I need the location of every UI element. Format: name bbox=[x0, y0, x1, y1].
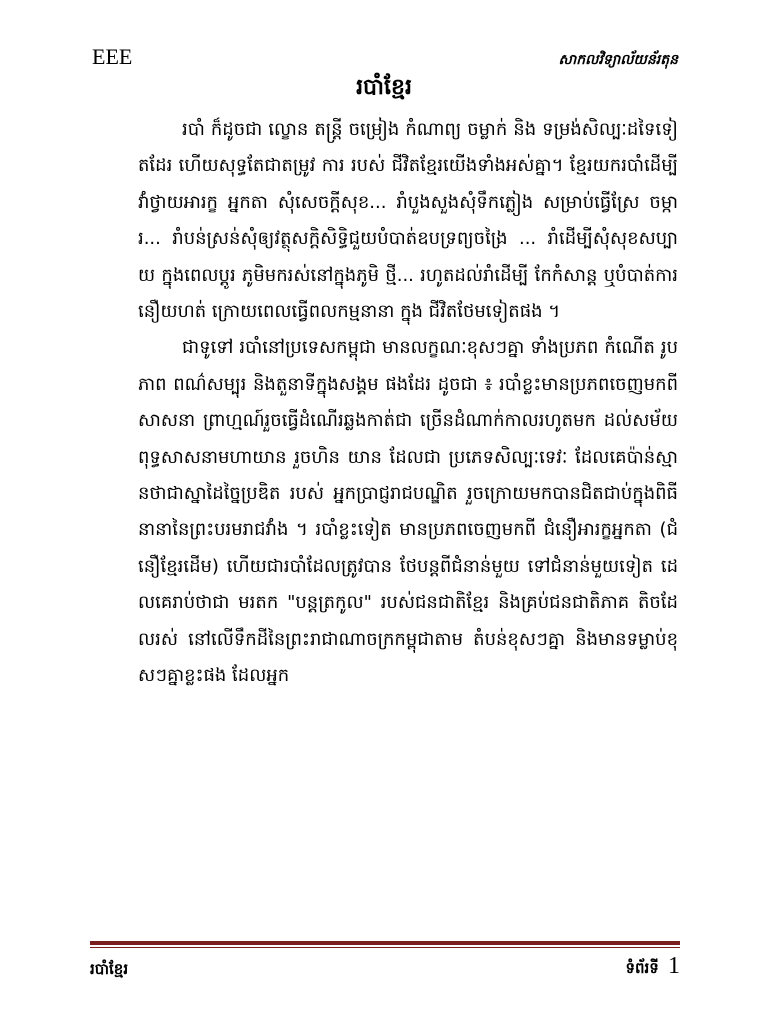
footer-rule-thick bbox=[90, 941, 680, 945]
paragraph-1: របាំ ក៏ដូចជា ល្ខោន តន្ត្រី ចម្រៀង កំណាព្យ ចម្លាក់ និង ទម្រង់សិល្បៈដទៃទៀតដែរ ហើយសុទ្ធតែជាតម្រូវ ការ របស់ ជីវិតខ្មែរយើងទាំងអស់គ្នា។ ខ្មែរយករបាំដើម្បីវាំថ្វាយអារក្ខ អ្នកតា សុំសេចក្ដីសុខ... រាំបួងសួងសុំទឹកភ្លៀង សម្រាប់ធ្វើស្រែ ចម្ការ... រាំបន់ស្រន់សុំឲ្យវត្ថុសក្ដិសិទ្ធិជួយបំបាត់ឧបទ្រព្យចង្រៃ ... រាំដើម្បីសុំសុខសប្បាយ ក្នុងពេលប្ដូរ ភូមិមករស់នៅក្នុងភូមិ ថ្មី... រហូតដល់រាំដើម្បី កែកំសាន្ត ឬបំបាត់ការនឿយហត់ ក្រោយពេលធ្វើពលកម្មនានា ក្នុង ជីវិតថែមទៀតផង ។ bbox=[138, 119, 678, 323]
footer-rule-thin bbox=[90, 947, 680, 948]
document-title: របាំខ្មែរ bbox=[356, 75, 412, 100]
page-number: 1 bbox=[668, 953, 680, 979]
header-university-name: សាកលវិទ្យាល័យន័រតុន bbox=[558, 52, 678, 68]
paragraph-2: ជាទូទៅ របាំនៅប្រទេសកម្ពុជា មានលក្ខណៈខុសៗគ្នា ទាំងប្រភព កំណើត រូបភាព ពណ៌សម្បុរ និងតួនាទីក្នុងសង្គម ផងដែរ ដូចជា ៖ របាំខ្លះមានប្រភពចេញមកពីសាសនា ព្រាហ្មណ៍រួចធ្វើដំណើរឆ្លងកាត់ជា ច្រើនដំណាក់កាលរហូតមក ដល់សម័យពុទ្ធសាសនាមហាយាន រួចហិន យាន ដែលជា ប្រភេទសិល្បៈទេវៈ ដែលគេប៉ាន់ស្មានថាជាស្នាដៃច្នៃប្រឌិត របស់ អ្នកប្រាជ្ញរាជបណ្ឌិត រួចក្រោយមកបានជិតជាប់ក្នុងពិធី នានានៃព្រះបរមរាជវាំង ។ របាំខ្លះទៀត មានប្រភពចេញមកពី ជំនឿអារក្ខអ្នកតា (ជំនឿខ្មែរដើម) ហើយជារបាំដែលត្រូវបាន ថែបន្តពីជំនាន់មួយ ទៅជំនាន់មួយទៀត ដេលគេរាប់ថាជា មរតក "បន្តត្រកូល" របស់ជនជាតិខ្មែរ និងគ្រប់ជនជាតិភាគ តិចដែលរស់ នៅលើទឹកដីនៃព្រះរាជាណាចក្រកម្ពុជាតាម តំបន់ខុសៗគ្នា និងមានទម្លាប់ខុសៗគ្នាខ្លះផង ដែលអ្នក bbox=[138, 337, 678, 687]
document-body bbox=[138, 112, 678, 695]
footer-page-indicator bbox=[625, 952, 680, 982]
header-left-text: EEE bbox=[92, 44, 133, 69]
footer-title: របាំខ្មែរ bbox=[90, 960, 129, 978]
page-label: ទំព័រទី bbox=[625, 959, 659, 977]
